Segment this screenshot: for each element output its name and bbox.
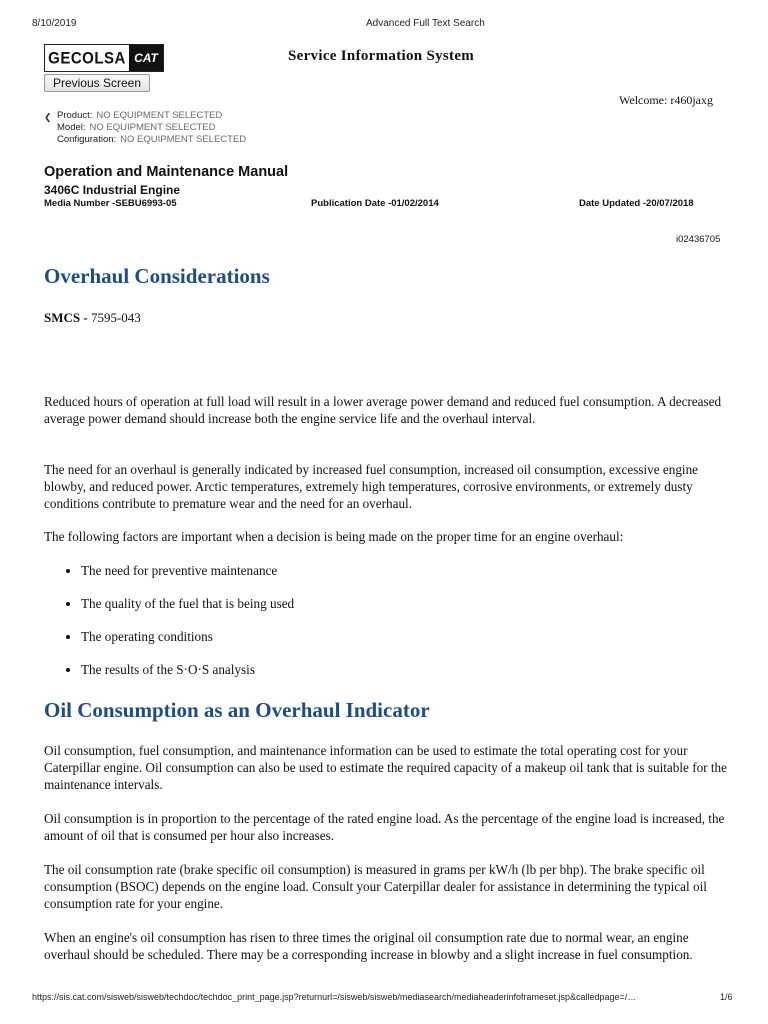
section-heading-oil-consumption: Oil Consumption as an Overhaul Indicator (44, 698, 430, 722)
date-updated: Date Updated -20/07/2018 (579, 198, 694, 209)
configuration-label: Configuration: (57, 134, 117, 145)
engine-name: 3406C Industrial Engine (44, 183, 181, 197)
smcs-code (44, 310, 141, 326)
welcome-user: Welcome: r460jaxg (619, 93, 714, 107)
paragraph (44, 528, 730, 545)
paragraph-text: The oil consumption rate (brake specific oil consumption) is measured in grams per kW/h (lb per bhp). The brake specific oil consumption (BSOC) depends on the engine load. Consult your Caterpillar dealer for assistance in determining the typical oil consumption rate for your engine. (44, 862, 707, 911)
configuration-value: NO EQUIPMENT SELECTED (120, 134, 247, 145)
paragraph-text: The following factors are important when a decision is being made on the proper time for an engine overhaul: (44, 529, 624, 544)
document-id: i02436705 (676, 234, 721, 245)
paragraph-text: Oil consumption, fuel consumption, and maintenance information can be used to estimate the total operating cost for your Caterpillar engine. Oil consumption can also be used to estimate the required capacity of a makeup oil tank that is suitable for the maintenance intervals. (44, 743, 727, 792)
print-date: 8/10/2019 (32, 18, 77, 29)
print-url: https://sis.cat.com/sisweb/sisweb/techdoc/techdoc_print_page.jsp?returnurl=/sisweb/sisweb/mediasearch/mediaheaderinfoframeset.jsp&calledpage=/… (32, 992, 637, 1002)
list-item: • The results of the S·O·S analysis (81, 661, 294, 694)
paragraph-text: Reduced hours of operation at full load will result in a lower average power demand and reduced fuel consumption. A decreased average power demand should increase both the engine service life and the overhaul interval. (44, 394, 722, 426)
paragraph (44, 861, 730, 912)
previous-screen-button[interactable]: Previous Screen (44, 74, 150, 92)
cat-logo-icon: CAT (129, 45, 163, 71)
paragraph-text: When an engine's oil consumption has risen to three times the original oil consumption rate due to normal wear, an engine overhaul should be scheduled. There may be a corresponding increase in blowby and a slight increase in fuel consumption. (44, 930, 693, 962)
paragraph-text: The need for an overhaul is generally indicated by increased fuel consumption, increased oil consumption, excessive engine blowby, and reduced power. Arctic temperatures, extremely high temperatures, corrosive environments, or extremely dusty conditions contribute to premature wear and the need for an overhaul. (44, 462, 699, 511)
page-number: 1/6 (720, 992, 733, 1002)
gecolsa-cat-logo (44, 44, 164, 72)
paragraph (44, 742, 730, 793)
paragraph (44, 393, 730, 427)
smcs-value: 7595-043 (87, 310, 141, 325)
model-label: Model: (57, 122, 86, 133)
product-label: Product: (57, 110, 93, 121)
product-value: NO EQUIPMENT SELECTED (96, 110, 223, 121)
factors-list (62, 562, 294, 694)
smcs-label: SMCS - (44, 310, 88, 325)
logo-text: GECOLSA (48, 48, 126, 68)
model-value: NO EQUIPMENT SELECTED (89, 122, 216, 133)
paragraph (44, 461, 730, 512)
list-item: • The quality of the fuel that is being used (81, 595, 294, 628)
system-title: Service Information System (288, 48, 475, 64)
section-heading-overhaul: Overhaul Considerations (44, 264, 270, 288)
print-title: Advanced Full Text Search (366, 18, 485, 29)
chevron-left-icon[interactable]: ❮ (44, 112, 52, 122)
list-item: • The need for preventive maintenance (81, 562, 294, 595)
manual-title: Operation and Maintenance Manual (44, 164, 289, 180)
product-info (44, 110, 246, 146)
media-number: Media Number -SEBU6993-05 (44, 198, 177, 209)
paragraph (44, 810, 730, 844)
list-item: • The operating conditions (81, 628, 294, 661)
paragraph (44, 929, 730, 963)
paragraph-text: Oil consumption is in proportion to the percentage of the rated engine load. As the percentage of the engine load is increased, the amount of oil that is consumed per hour also increases. (44, 811, 725, 843)
publication-date: Publication Date -01/02/2014 (311, 198, 439, 209)
